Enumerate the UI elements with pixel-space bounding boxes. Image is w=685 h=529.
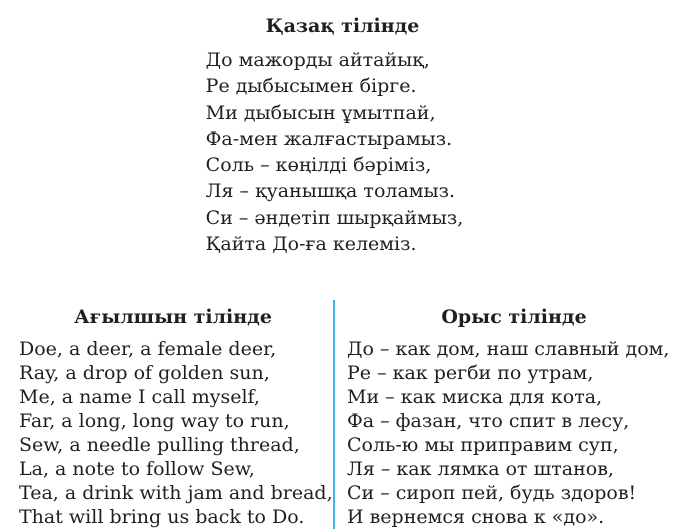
poem-line: Соль – көңілді бәріміз, [205, 154, 432, 177]
poem-line: Ре – как регби по утрам, [347, 362, 594, 384]
poem-line: До – как дом, наш славный дом, [347, 338, 670, 360]
poem-line: Си – әндетіп шырқаймыз, [205, 206, 464, 229]
poem-line: И вернемся снова к «до». [347, 506, 605, 528]
poem-line: Ми – как миска для кота, [347, 386, 603, 408]
english-verse-column [0, 300, 333, 529]
english-verse-title: Ағылшын тілінде [74, 306, 272, 328]
kazakh-verse-section [0, 0, 685, 257]
kazakh-verse [206, 47, 464, 257]
poem-line: Doe, a deer, a female deer, [19, 338, 277, 360]
poem-line: Sew, a needle pulling thread, [19, 434, 300, 456]
poem-line: Me, a name I call myself, [19, 386, 260, 408]
poem-line: Ля – как лямка от штанов, [347, 458, 614, 480]
poem-line: Far, a long, long way to run, [19, 410, 290, 432]
poem-line: Ре дыбысымен бірге. [205, 75, 417, 98]
poem-line: Қайта До-ға келеміз. [205, 233, 417, 256]
poem-line: Фа – фазан, что спит в лесу, [347, 410, 630, 432]
poem-line: Соль-ю мы приправим суп, [347, 434, 619, 456]
poem-line: Ray, a drop of golden sun, [19, 362, 270, 384]
poem-line: La, a note to follow Sew, [19, 458, 255, 480]
poem-line: Ля – қуанышқа толамыз. [205, 180, 456, 203]
russian-verse-title: Орыс тілінде [441, 306, 587, 328]
english-verse [19, 337, 333, 529]
russian-verse-column [333, 300, 685, 529]
poem-line: Ми дыбысын ұмытпай, [205, 101, 436, 124]
poem-line: До мажорды айтайық, [205, 49, 430, 71]
russian-verse [347, 337, 681, 529]
poem-line: Фа-мен жалғастырамыз. [205, 127, 453, 150]
poem-line: Tea, a drink with jam and bread, [19, 482, 333, 504]
translations-section [0, 300, 685, 529]
poem-line: Си – сироп пей, будь здоров! [347, 482, 637, 504]
kazakh-verse-title: Қазақ тілінде [265, 15, 420, 37]
poem-line: That will bring us back to Do. [19, 506, 305, 528]
